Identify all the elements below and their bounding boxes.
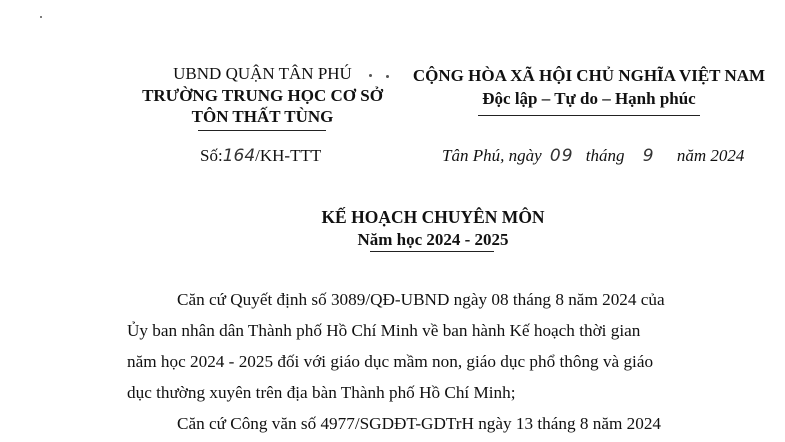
document-number-suffix: /KH-TTT <box>255 146 322 165</box>
document-title: KẾ HOẠCH CHUYÊN MÔN <box>321 207 545 227</box>
national-title: CỘNG HÒA XÃ HỘI CHỦ NGHĨA VIỆT NAM <box>412 66 766 85</box>
body-para1-line3: năm học 2024 - 2025 đối với giáo dục mầm non, giáo dục phổ thông và giáo <box>127 352 654 371</box>
scan-speck <box>40 16 42 18</box>
body-para1-line4: dục thường xuyên trên địa bàn Thành phố Hồ Chí Minh; <box>127 383 516 402</box>
date-month: 9 <box>642 146 655 166</box>
document-subtitle: Năm học 2024 - 2025 <box>357 230 509 249</box>
body-para2-line1: Căn cứ Công văn số 4977/SGDĐT-GDTrH ngày 13 tháng 8 năm 2024 <box>177 414 662 433</box>
date-line <box>442 146 744 166</box>
issuer-underline <box>198 130 326 131</box>
document-number-handwritten: 164 <box>222 146 256 166</box>
issuer-school-line2: TÔN THẤT TÙNG <box>191 107 334 126</box>
body-para1-line2: Ủy ban nhân dân Thành phố Hồ Chí Minh về ban hành Kế hoạch thời gian <box>127 321 641 340</box>
date-day: 09 <box>549 146 574 166</box>
date-year: năm 2024 <box>676 146 745 165</box>
document-number-prefix: Số: <box>200 146 223 165</box>
issuer-school-line1: TRƯỜNG TRUNG HỌC CƠ SỞ <box>142 86 383 105</box>
date-month-label: tháng <box>585 146 625 165</box>
national-motto: Độc lập – Tự do – Hạnh phúc <box>482 89 696 108</box>
issuer-district: UBND QUẬN TÂN PHÚ <box>173 64 352 83</box>
motto-underline <box>478 115 700 116</box>
body-para1-line1: Căn cứ Quyết định số 3089/QĐ-UBND ngày 08 tháng 8 năm 2024 của <box>177 290 665 309</box>
subtitle-underline <box>370 251 494 252</box>
document-number <box>200 146 321 166</box>
scan-speck <box>369 74 372 77</box>
scan-speck <box>386 75 389 78</box>
date-place: Tân Phú, ngày <box>442 146 542 165</box>
